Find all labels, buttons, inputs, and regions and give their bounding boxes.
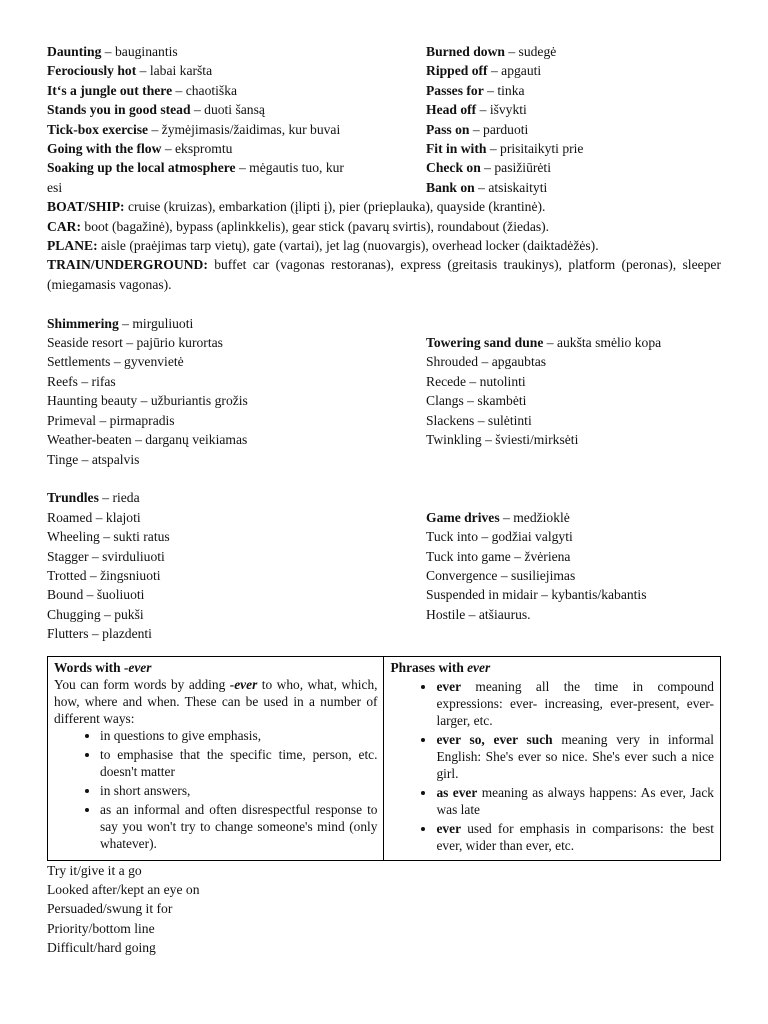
dash: – xyxy=(469,121,484,137)
dash: – xyxy=(474,179,489,195)
entry-term: Tick-box exercise xyxy=(47,121,149,137)
top-glossary xyxy=(47,42,721,197)
entry-term: Fit in with xyxy=(426,141,487,157)
entry-term: Ferociously hot xyxy=(47,63,137,79)
block-right-column xyxy=(426,508,721,644)
entry-def: chaotiška xyxy=(185,82,238,98)
dash: – xyxy=(136,63,150,79)
list-item: Primeval – pirmapradis xyxy=(47,412,175,428)
list-item: Settlements – gyvenvietė xyxy=(47,354,184,370)
document-page xyxy=(47,42,721,958)
dash: – xyxy=(235,160,250,176)
entry-def: mėgautis tuo, kur esi xyxy=(47,160,344,195)
cell-title xyxy=(390,659,714,676)
phrase-text: meaning as always happens: As ever, Jack was late xyxy=(436,784,714,817)
list-item: Priority/bottom line xyxy=(47,920,155,936)
list-item: Reefs – rifas xyxy=(47,373,116,389)
glossary-entry xyxy=(47,42,426,61)
list-item: Wheeling – sukti ratus xyxy=(47,529,170,545)
entry-def: prisitaikyti prie xyxy=(500,141,584,157)
block-columns xyxy=(47,508,721,644)
entry-term: Soaking up the local atmosphere xyxy=(47,160,236,176)
cell-intro xyxy=(54,676,377,727)
glossary-entry xyxy=(426,158,721,177)
list-item: Looked after/kept an eye on xyxy=(47,881,200,897)
phrase-term: ever xyxy=(436,678,462,694)
glossary-entry xyxy=(47,158,347,197)
dash: – xyxy=(172,82,186,98)
top-glossary-right xyxy=(426,42,721,197)
phrase-list xyxy=(390,678,714,854)
block-right-heading xyxy=(426,333,721,352)
entry-def: parduoti xyxy=(483,121,529,137)
list-item: • in questions to give emphasis, xyxy=(100,727,377,744)
usage-list xyxy=(54,727,377,852)
glossary-entry xyxy=(47,61,426,80)
list-item: • to emphasise that the specific time, person, etc. doesn't matter xyxy=(100,746,377,780)
phrase-term: ever so, ever such xyxy=(436,731,553,747)
block-right-heading xyxy=(426,508,721,527)
transport-plane xyxy=(47,236,721,255)
list-item: • as an informal and often disrespectful response to say you won't try to change someone's mind (only whatever). xyxy=(100,801,377,852)
ever-grammar-table xyxy=(47,656,721,861)
dash: – xyxy=(483,82,498,98)
transport-label: BOAT/SHIP: xyxy=(47,199,125,215)
dash: – xyxy=(480,160,495,176)
entry-term: Ripped off xyxy=(426,63,488,79)
title-emphasis: -ever xyxy=(123,659,152,675)
list-item: Bound – šuoliuoti xyxy=(47,587,145,603)
phrase-text: meaning very in informal English: She's ever so nice. She's ever such a nice girl. xyxy=(436,731,714,781)
entry-def: pasižiūrėti xyxy=(494,160,551,176)
entry-def: labai karšta xyxy=(149,63,213,79)
entry-def: rieda xyxy=(112,490,140,506)
list-item xyxy=(436,784,714,818)
entry-def: duoti šansą xyxy=(204,102,265,118)
entry-term: Stands you in good stead xyxy=(47,102,191,118)
dash: – xyxy=(101,44,115,59)
dash: – xyxy=(148,121,162,137)
entry-def: žymėjimasis/žaidimas, kur buvai xyxy=(161,121,341,137)
glossary-entry xyxy=(426,81,721,100)
dash: – xyxy=(499,509,514,525)
entry-def: bauginantis xyxy=(115,44,178,59)
title-emphasis: ever xyxy=(467,659,491,675)
glossary-entry xyxy=(426,42,721,61)
list-item: Tuck into game – žvėriena xyxy=(426,548,571,564)
list-item: Try it/give it a go xyxy=(47,862,142,878)
transport-text: buffet car (vagonas restoranas), express (greitasis traukinys), platform (peronas), sleeper (miegamasis vagonas). xyxy=(47,257,721,292)
block-left-column xyxy=(47,333,426,469)
entry-term: Daunting xyxy=(47,44,102,59)
list-item: Slackens – sulėtinti xyxy=(426,412,532,428)
glossary-entry xyxy=(47,139,426,158)
dash: – xyxy=(486,141,501,157)
intro-text: to who, what, which, how, where and when. These can be used in a number of different ways: xyxy=(54,676,378,726)
list-item: Flutters – plazdenti xyxy=(47,626,152,642)
entry-term: Head off xyxy=(426,102,477,118)
list-item: Recede – nutolinti xyxy=(426,373,526,389)
phrase-term: ever xyxy=(436,820,462,836)
dash: – xyxy=(504,44,519,59)
list-item: Clangs – skambėti xyxy=(426,393,527,409)
spacer xyxy=(47,294,721,313)
block-columns xyxy=(47,333,721,469)
entry-def: atsiskaityti xyxy=(488,179,548,195)
dash: – xyxy=(476,102,490,118)
dash: – xyxy=(190,102,205,118)
table-row xyxy=(48,656,721,860)
words-with-ever-cell xyxy=(48,656,384,860)
list-item: Shrouded – apgaubtas xyxy=(426,354,547,370)
entry-term: Bank on xyxy=(426,179,475,195)
transport-text: aisle (praėjimas tarp vietų), gate (vartai), jet lag (nuovargis), overhead locker (daiktadėžės). xyxy=(101,238,599,254)
entry-term: Towering sand dune xyxy=(426,335,544,351)
entry-def: mirguliuoti xyxy=(132,315,194,331)
spacer xyxy=(47,469,721,488)
title-text: Phrases with xyxy=(390,659,468,675)
glossary-entry xyxy=(426,178,721,197)
entry-term: Shimmering xyxy=(47,315,119,331)
list-item xyxy=(436,731,714,782)
title-text: Words with xyxy=(54,659,124,675)
entry-term: Game drives xyxy=(426,509,500,525)
glossary-entry xyxy=(426,120,721,139)
dash: – xyxy=(487,63,502,79)
list-item: Tuck into – godžiai valgyti xyxy=(426,529,573,545)
vocab-block-movement xyxy=(47,488,721,643)
entry-def: aukšta smėlio kopa xyxy=(556,335,662,351)
entry-term: Check on xyxy=(426,160,481,176)
entry-term: Going with the flow xyxy=(47,141,162,157)
phrases-with-ever-cell xyxy=(384,656,721,860)
glossary-entry xyxy=(47,100,426,119)
list-item: Twinkling – šviesti/mirksėti xyxy=(426,432,579,448)
dash: – xyxy=(161,141,176,157)
glossary-entry xyxy=(47,120,342,139)
list-item: Difficult/hard going xyxy=(47,940,156,956)
intro-emphasis: -ever xyxy=(229,676,258,692)
list-item: Weather-beaten – darganų veikiamas xyxy=(47,432,248,448)
transport-train xyxy=(47,255,721,294)
glossary-entry xyxy=(426,61,721,80)
transport-vocabulary xyxy=(47,197,721,294)
glossary-entry xyxy=(426,100,721,119)
glossary-entry xyxy=(47,81,426,100)
list-item: Trotted – žingsniuoti xyxy=(47,567,161,583)
dash: – xyxy=(543,335,557,351)
transport-car xyxy=(47,217,721,236)
intro-text: You can form words by adding xyxy=(54,676,230,692)
list-item: Convergence – susiliejimas xyxy=(426,567,576,583)
vocab-block-landscape xyxy=(47,314,721,469)
block-heading xyxy=(47,488,721,507)
entry-term: Trundles xyxy=(47,490,99,506)
dash: – xyxy=(118,315,133,331)
transport-boat xyxy=(47,197,721,216)
glossary-entry xyxy=(426,139,721,158)
cell-title xyxy=(54,659,377,676)
transport-text: boot (bagažinė), bypass (aplinkkelis), gear stick (pavarų svirtis), roundabout (žiedas). xyxy=(84,218,550,234)
block-right-column xyxy=(426,333,721,469)
list-item xyxy=(436,678,714,729)
list-item: Chugging – pukši xyxy=(47,606,144,622)
entry-term: Passes for xyxy=(426,82,484,98)
list-item: • in short answers, xyxy=(100,782,377,799)
entry-def: medžioklė xyxy=(513,509,570,525)
phrase-term: as ever xyxy=(436,784,478,800)
phrase-text: meaning all the time in compound expressions: ever- increasing, ever-present, ever-larger, etc. xyxy=(436,678,714,728)
top-glossary-left xyxy=(47,42,426,197)
block-heading xyxy=(47,314,721,333)
entry-def: išvykti xyxy=(489,102,527,118)
list-item: Tinge – atspalvis xyxy=(47,451,140,467)
dash: – xyxy=(98,490,113,506)
list-item xyxy=(436,820,714,854)
entry-def: sudegė xyxy=(518,44,557,59)
list-item: Persuaded/swung it for xyxy=(47,901,173,917)
entry-term: Pass on xyxy=(426,121,470,137)
transport-label: CAR: xyxy=(47,218,81,234)
entry-term: It‘s a jungle out there xyxy=(47,82,173,98)
phrase-text: used for emphasis in comparisons: the best ever, wider than ever, etc. xyxy=(436,820,714,853)
entry-def: apgauti xyxy=(501,63,542,79)
list-item: Seaside resort – pajūrio kurortas xyxy=(47,335,223,351)
phrase-list-bottom xyxy=(47,861,721,958)
list-item: Stagger – svirduliuoti xyxy=(47,548,165,564)
block-left-column xyxy=(47,508,426,644)
transport-label: TRAIN/UNDERGROUND: xyxy=(47,257,208,273)
transport-text: cruise (kruizas), embarkation (įlipti į), pier (prieplauka), quayside (krantinė). xyxy=(127,199,546,215)
entry-term: Burned down xyxy=(426,44,505,59)
list-item: Haunting beauty – užburiantis grožis xyxy=(47,393,248,409)
list-item: Roamed – klajoti xyxy=(47,509,141,525)
entry-def: tinka xyxy=(497,82,525,98)
list-item: Hostile – atšiaurus. xyxy=(426,606,531,622)
entry-def: ekspromtu xyxy=(175,141,233,157)
list-item: Suspended in midair – kybantis/kabantis xyxy=(426,587,647,603)
transport-label: PLANE: xyxy=(47,238,98,254)
